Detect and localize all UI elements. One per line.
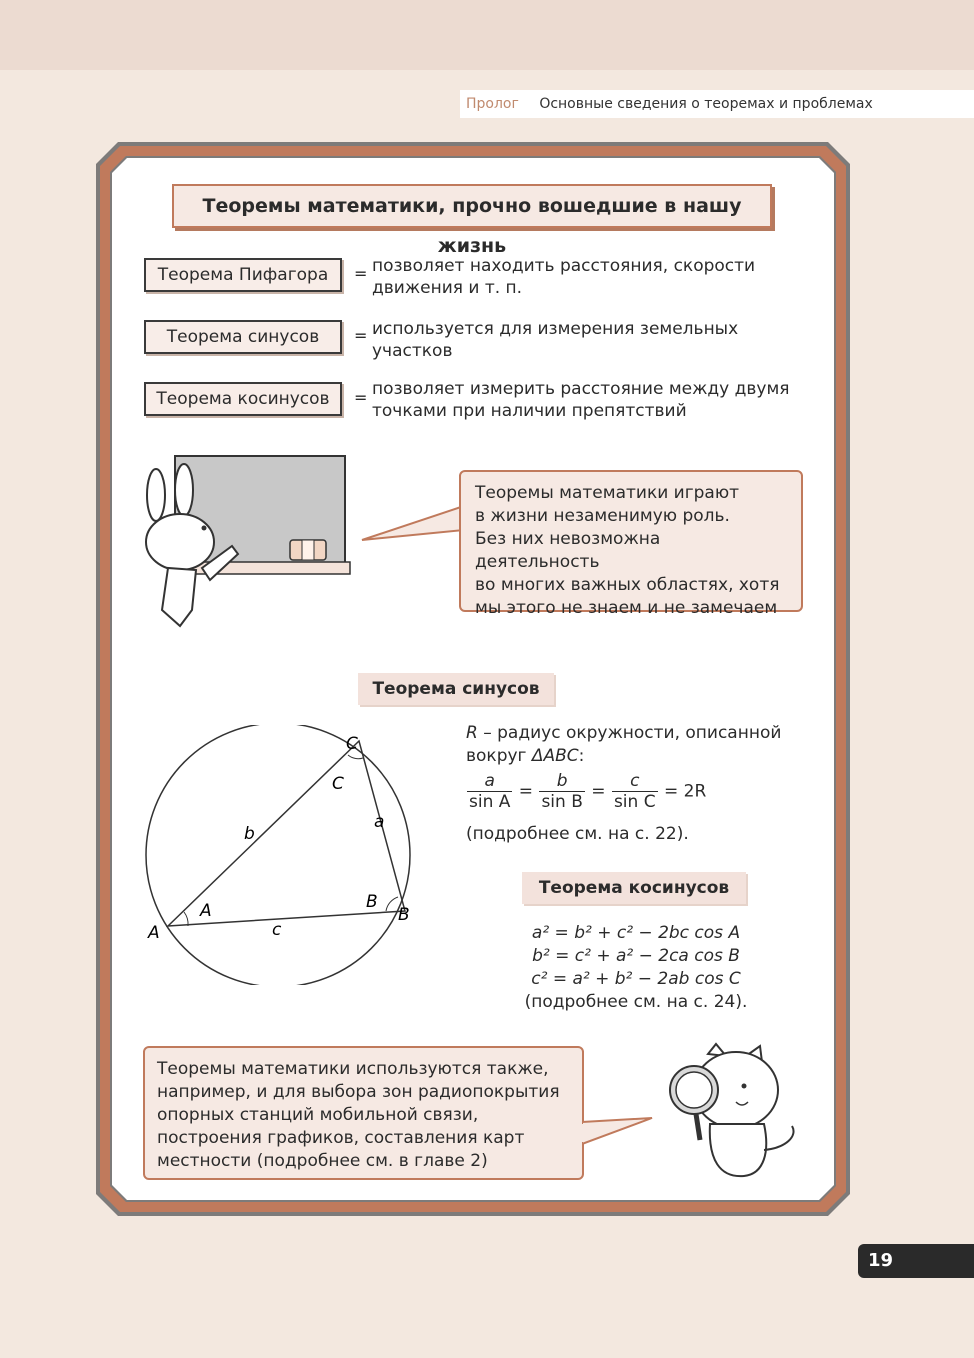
bubble-tail xyxy=(582,1112,654,1154)
fraction-b: $\frac{b}{\text{sin B}}$ xyxy=(541,771,583,812)
cosine-law-formulas xyxy=(516,922,756,1014)
formula-rhs: = 2R xyxy=(663,781,707,802)
cosine-formula-2: b² = c² + a² − 2ca cos B xyxy=(532,946,740,966)
angle-label-B: B xyxy=(366,892,378,912)
theorem-sine-desc xyxy=(372,318,802,362)
running-header xyxy=(460,90,974,118)
sine-description xyxy=(466,722,796,768)
page-number: 19 xyxy=(858,1244,974,1278)
desc-line: участков xyxy=(372,341,453,361)
equals: = xyxy=(591,781,606,802)
cosine-theorem-title: Теорема косинусов xyxy=(522,872,746,904)
bubble-line: например, и для выбора зон радиопокрытия xyxy=(157,1082,560,1102)
circumcircle xyxy=(146,725,410,985)
equals-sign: = xyxy=(354,326,368,345)
vertex-label-B: B xyxy=(398,905,410,925)
cosine-formula-3: c² = a² + b² − 2ab cos C xyxy=(531,969,741,989)
header-part: Пролог xyxy=(466,96,519,112)
triangle-symbol: ΔABC xyxy=(531,746,579,766)
desc-text: – радиус окружности, описанной xyxy=(477,723,782,743)
equals-sign: = xyxy=(354,264,368,283)
bubble-line: Без них невозможна деятельность xyxy=(475,529,661,572)
desc-line: используется для измерения земельных xyxy=(372,319,739,339)
header-title: Основные сведения о теоремах и проблемах xyxy=(539,96,873,112)
side-label-a: a xyxy=(374,812,385,832)
section-banner: Теоремы математики, прочно вошедшие в нашу жизнь xyxy=(172,184,772,228)
bubble-line: местности (подробнее см. в главе 2) xyxy=(157,1151,488,1171)
angle-label-A: A xyxy=(200,901,212,921)
desc-line: точками при наличии препятствий xyxy=(372,401,687,421)
side-label-b: b xyxy=(244,824,255,844)
desc-line: движения и т. п. xyxy=(372,278,523,298)
bubble-line: во многих важных областях, хотя xyxy=(475,575,780,595)
fraction-c: $\frac{c}{\text{sin C}}$ xyxy=(613,771,656,812)
bubble-line: Теоремы математики играют xyxy=(475,483,740,503)
top-band xyxy=(0,0,974,70)
theorem-cosine-desc xyxy=(372,378,802,422)
desc-line: позволяет измерить расстояние между двумя xyxy=(372,379,790,399)
sine-theorem-title: Теорема синусов xyxy=(358,673,554,705)
bubble-line: Теоремы математики используются также, xyxy=(157,1059,549,1079)
desc-line: позволяет находить расстояния, скорости xyxy=(372,256,756,276)
speech-bubble-cat xyxy=(143,1046,584,1180)
sine-reference: (подробнее см. на с. 22). xyxy=(466,824,689,844)
sine-law-formula xyxy=(466,771,706,812)
radius-symbol: R xyxy=(466,723,478,743)
circumscribed-triangle-diagram xyxy=(140,725,420,985)
theorem-pythagoras-box: Теорема Пифагора xyxy=(144,258,342,292)
side-label-c: c xyxy=(272,920,282,940)
bubble-line: в жизни незаменимую роль. xyxy=(475,506,730,526)
bubble-line: опорных станций мобильной связи, xyxy=(157,1105,479,1125)
desc-text: вокруг xyxy=(466,746,532,766)
speech-bubble-rabbit xyxy=(459,470,803,618)
theorem-sine-box: Теорема синусов xyxy=(144,320,342,354)
equals: = xyxy=(518,781,534,802)
vertex-label-C: C xyxy=(346,734,358,754)
bubble-line: мы этого не знаем и не замечаем xyxy=(475,598,778,618)
equals-sign: = xyxy=(354,388,368,407)
desc-text: : xyxy=(578,746,585,766)
bubble-line: построения графиков, составления карт xyxy=(157,1128,525,1148)
cat-magnifier-illustration xyxy=(660,1040,810,1190)
theorem-cosine-box: Теорема косинусов xyxy=(144,382,342,416)
theorem-pythagoras-desc xyxy=(372,255,802,299)
cosine-reference: (подробнее см. на с. 24). xyxy=(524,992,748,1012)
vertex-label-A: A xyxy=(148,923,160,943)
rabbit-blackboard-illustration xyxy=(140,450,360,635)
fraction-a: $\frac{a}{\text{sin A}}$ xyxy=(469,771,511,812)
angle-label-C: C xyxy=(332,774,344,794)
bubble-tail xyxy=(360,504,466,544)
cosine-formula-1: a² = b² + c² − 2bc cos A xyxy=(531,923,741,943)
